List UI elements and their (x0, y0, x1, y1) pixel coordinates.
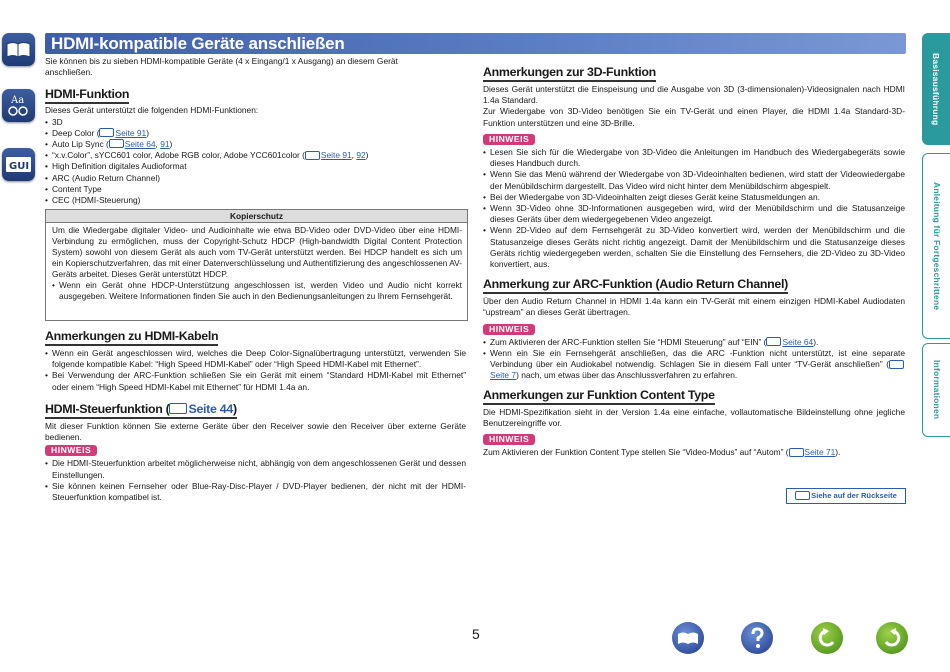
list-item: • Wenn 2D-Video auf dem Fernsehgerät zu 3D-Video konvertiert wird, werden der Menübildschirm und die Statusanzeige dieses Geräts nicht richtig angezeigt. Damit der Menübildschirm und die Statusanzeige dieses Geräts richtig wiedergegeben werden, schalten Sie die Einstellung des Fernsehers, die 2D-Video zu 3D-Video konvertiert, aus. (483, 225, 905, 270)
gui-icon[interactable] (2, 148, 35, 181)
hdmi-funktion-list (45, 117, 466, 207)
list-item: • Wenn Sie das Menü während der Wiedergabe von 3D-Videoinhalten bedienen, wird statt der Videowiedergabe der Menübildschirm dargestellt. Das Video wird nicht hinter dem Menübildschirm abgespielt. (483, 169, 905, 191)
list-item: • Die HDMI-Steuerfunktion arbeitet möglicherweise nicht, abhängig von dem angeschlossenen Gerät und dessen Einstellungen. (45, 458, 466, 480)
siehe-rueckseite-button[interactable] (786, 488, 906, 504)
page-link[interactable]: 91 (160, 139, 170, 150)
back-icon[interactable] (811, 622, 843, 654)
tab-label: Anleitung für Fortgeschrittene (932, 181, 942, 311)
content-type-item: Zum Aktivieren der Funktion Content Type stellen Sie “Video-Modus” auf “Autom” ( Seite 71). (483, 447, 841, 458)
hinweis-badge: HINWEIS (483, 324, 535, 335)
hand-pointer-icon (789, 448, 804, 457)
hinweis-badge: HINWEIS (483, 134, 535, 145)
kopierschutz-body: Um die Wiedergabe digitaler Video- und Audioinhalte wie etwa BD-Video oder DVD-Video über eine HDMI-Verbindung zu ermöglichen, muss der Copyright-Schutz HDCP (High-bandwidth Digital Content Protection System) sowohl von diesem Gerät als auch vom TV-Gerät unterstützt werden. Bei HDCP handelt es sich um ein Kopierschutzverfahren, das mit einer Datenverschlüsselung und Authentifizierung des angeschlossenen AV-Geräts arbeitet. Dieses Gerät unterstützt HDCP. (52, 225, 462, 279)
tab-label: Informationen (932, 360, 942, 420)
kopierschutz-box (45, 209, 468, 321)
tab-basisausfuehrung[interactable] (922, 33, 950, 145)
content-type-body: Die HDMI-Spezifikation sieht in der Version 1.4a eine einfache, vollautomatische Bildeinstellung ohne jegliche Benutzereingriffe vor. (483, 406, 905, 428)
list-item: • Wenn 3D-Video ohne 3D-Informationen ausgegeben wird, wird der Menübildschirm und die Statusanzeige dieses Geräts über dem wiedergegebenen Video angezeigt. (483, 203, 905, 225)
page-link[interactable]: Seite 91 (115, 127, 147, 138)
kopierschutz-title: Kopierschutz (46, 210, 467, 223)
left-column-lower (45, 329, 466, 503)
page-link[interactable]: Seite 71 (804, 447, 836, 458)
page-link[interactable]: Seite 64 (782, 336, 814, 347)
kopierschutz-bullet: • Wenn ein Gerät ohne HDCP-Unterstützung angeschlossen ist, werden Video und Audio nicht korrekt ausgegeben. Weitere Informationen finden Sie auch in den Bedienungsanleitungen zu Ihrem Fernsehgerät. (52, 280, 462, 302)
forward-icon[interactable] (876, 622, 908, 654)
page-link[interactable]: Seite 44 (188, 401, 233, 416)
help-icon[interactable] (741, 622, 773, 654)
list-item: • “x.v.Color”, sYCC601 color, Adobe RGB color, Adobe YCC601color ( Seite 91, 92) (45, 150, 466, 161)
list-item: • CEC (HDMI-Steuerung) (45, 195, 466, 206)
index-icon[interactable] (2, 89, 35, 122)
page-link[interactable]: Seite 91 (320, 150, 352, 161)
list-item: • Wenn ein Gerät angeschlossen wird, welches die Deep Color-Signalübertragung unterstützt, verwenden Sie folgende kompatible Kabel: “High Speed HDMI-Kabel” oder “High Speed HDMI-Kabel mit Ethernet”. (45, 348, 466, 370)
list-item: • 3D (45, 117, 466, 128)
list-item: • Content Type (45, 184, 466, 195)
aa-label: Aa (11, 95, 25, 106)
d3-heading: Anmerkungen zur 3D-Funktion (483, 65, 656, 79)
steuer-heading: HDMI-Steuerfunktion ( Seite 44) (45, 401, 237, 416)
arc-body: Über den Audio Return Channel in HDMI 1.4a kann ein TV-Gerät mit einem einzigen HDMI-Kabel Audiodaten “upstream” an dieses Gerät übertragen. (483, 296, 905, 318)
arc-heading: Anmerkung zur ARC-Funktion (Audio Return Channel) (483, 277, 788, 292)
hand-pointer-icon (169, 403, 187, 414)
list-item: • Zum Aktivieren der ARC-Funktion stellen Sie “HDMI Steuerung” auf “EIN” ( Seite 64). (483, 337, 905, 348)
hand-pointer-icon (766, 337, 781, 346)
hinweis-badge: HINWEIS (45, 445, 97, 456)
tab-label: Basisausführung (931, 52, 941, 126)
page-link[interactable]: Seite 64 (124, 139, 156, 150)
page-title: HDMI-kompatible Geräte anschließen (51, 34, 345, 53)
hand-pointer-icon (795, 491, 810, 500)
list-item: • High Definition digitales Audioformat (45, 161, 466, 172)
d3-list (483, 147, 905, 270)
kabel-heading: Anmerkungen zu HDMI-Kabeln (45, 329, 219, 343)
list-item: • Bei Verwendung der ARC-Funktion schließen Sie ein Gerät mit einem “Standard HDMI-Kabel mit Ethernet” oder einem “High Speed HDMI-Kabel mit Ethernet” für HDMI 1.4a an. (45, 370, 466, 392)
list-item: • Bei der Wiedergabe von 3D-Videoinhalten zeigt dieses Gerät keine Statusmeldungen an. (483, 192, 905, 203)
content-type-heading: Anmerkungen zur Funktion Content Type (483, 387, 715, 402)
gui-label: GUI (9, 161, 30, 172)
page-title-bar (45, 33, 906, 54)
hand-pointer-icon (99, 128, 114, 137)
hdmi-funktion-heading: HDMI-Funktion (45, 87, 130, 102)
right-column (483, 65, 905, 458)
page-link[interactable]: 92 (356, 150, 366, 161)
arc-list (483, 337, 905, 382)
list-item: • Auto Lip Sync ( Seite 64, 91) (45, 139, 466, 150)
hdmi-funktion-intro: Dieses Gerät unterstützt die folgenden HDMI-Funktionen: (45, 105, 259, 116)
hand-pointer-icon (305, 151, 320, 160)
steuer-list (45, 458, 466, 503)
list-item: • Deep Color ( Seite 91) (45, 128, 466, 139)
kabel-list (45, 348, 466, 393)
siehe-label: Siehe auf der Rückseite (811, 491, 897, 500)
list-item: • ARC (Audio Return Channel) (45, 173, 466, 184)
tab-informationen[interactable] (922, 343, 950, 437)
list-item: • Lesen Sie sich für die Wiedergabe von 3D-Video die Anleitungen im Handbuch des Wiedergabegeräts sowie dieses Handbuch durch. (483, 147, 905, 169)
intro-text: Sie können bis zu sieben HDMI-kompatible Geräte (4 x Eingang/1 x Ausgang) an diesem Gerät anschließen. (45, 56, 398, 78)
steuer-body: Mit dieser Funktion können Sie externe Geräte über den Receiver sowie den Receiver über externe Geräte bedienen. (45, 420, 466, 443)
book-contents-icon[interactable] (2, 33, 35, 66)
page-link[interactable]: Seite 7 (490, 370, 517, 381)
hand-pointer-icon (109, 139, 124, 148)
book-icon[interactable] (672, 622, 704, 654)
d3-body2: Zur Wiedergabe von 3D-Video benötigen Sie ein TV-Gerät und einen Player, die HDMI 1.4a Standard-3D-Funktion unterstützen und eine 3D-Brille. (483, 106, 905, 128)
hinweis-badge: HINWEIS (483, 434, 535, 445)
d3-body: Dieses Gerät unterstützt die Einspeisung und die Ausgabe von 3D (3-dimensionalen)-Videosignalen nach HDMI 1.4a Standard. (483, 84, 905, 106)
left-column (45, 56, 466, 206)
hand-pointer-icon (889, 360, 904, 369)
list-item: • Sie können keinen Fernseher oder Blue-Ray-Disc-Player / DVD-Player bedienen, der nicht mit der HDMI-Steuerfunktion kompatibel ist. (45, 481, 466, 503)
page-number: 5 (472, 626, 480, 642)
list-item: • Wenn ein Sie ein Fernsehgerät anschließen, das die ARC -Funktion nicht unterstützt, ist eine separate Verbindung über ein Audiokabel notwendig. Schlagen Sie in diesem Fall unter “TV-Gerät anschließen” (Seite 7) nach, um etwas über das Anschlussverfahren zu erfahren. (483, 348, 905, 382)
tab-fortgeschrittene[interactable] (922, 153, 950, 339)
